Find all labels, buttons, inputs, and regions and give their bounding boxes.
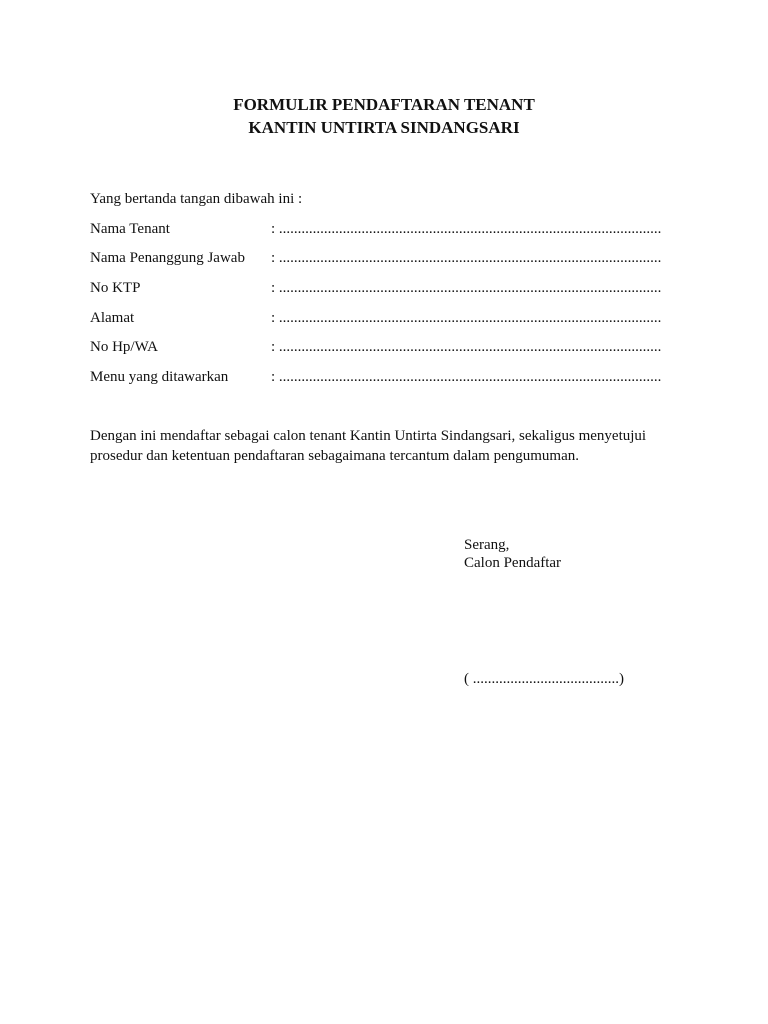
field-row-nama-tenant [90, 219, 690, 239]
signature-name-line: ( .......................................) [464, 671, 624, 687]
field-row-no-ktp [90, 278, 690, 298]
field-row-nama-penanggung-jawab [90, 248, 690, 268]
field-label: Nama Tenant [90, 221, 170, 237]
field-label: No Hp/WA [90, 339, 158, 355]
field-row-menu-yang-ditawarkan [90, 367, 690, 387]
intro-text: Yang bertanda tangan dibawah ini : [90, 191, 303, 207]
field-blank: : ...................................................................................................... [271, 310, 662, 326]
field-label: Nama Penanggung Jawab [90, 250, 245, 266]
signature-role: Calon Pendaftar [464, 555, 562, 571]
form-title-line2: KANTIN UNTIRTA SINDANGSARI [248, 118, 520, 137]
field-label: Alamat [90, 310, 135, 326]
signature-place: Serang, [464, 537, 510, 553]
field-label: Menu yang ditawarkan [90, 369, 229, 385]
field-blank: : ...................................................................................................... [271, 369, 662, 385]
field-blank: : ...................................................................................................... [271, 250, 662, 266]
field-blank: : ...................................................................................................... [271, 339, 662, 355]
field-row-alamat [90, 308, 690, 328]
statement-line: Dengan ini mendaftar sebagai calon tenant Kantin Untirta Sindangsari, sekaligus menyetujui [90, 428, 647, 444]
field-blank: : ...................................................................................................... [271, 280, 662, 296]
statement-paragraph [90, 426, 690, 466]
statement-line: prosedur dan ketentuan pendaftaran sebagaimana tercantum dalam pengumuman. [90, 448, 579, 464]
field-blank: : ...................................................................................................... [271, 221, 662, 237]
field-label: No KTP [90, 280, 141, 296]
field-row-no-hp-wa [90, 337, 690, 357]
form-title-line1: FORMULIR PENDAFTARAN TENANT [233, 95, 535, 114]
